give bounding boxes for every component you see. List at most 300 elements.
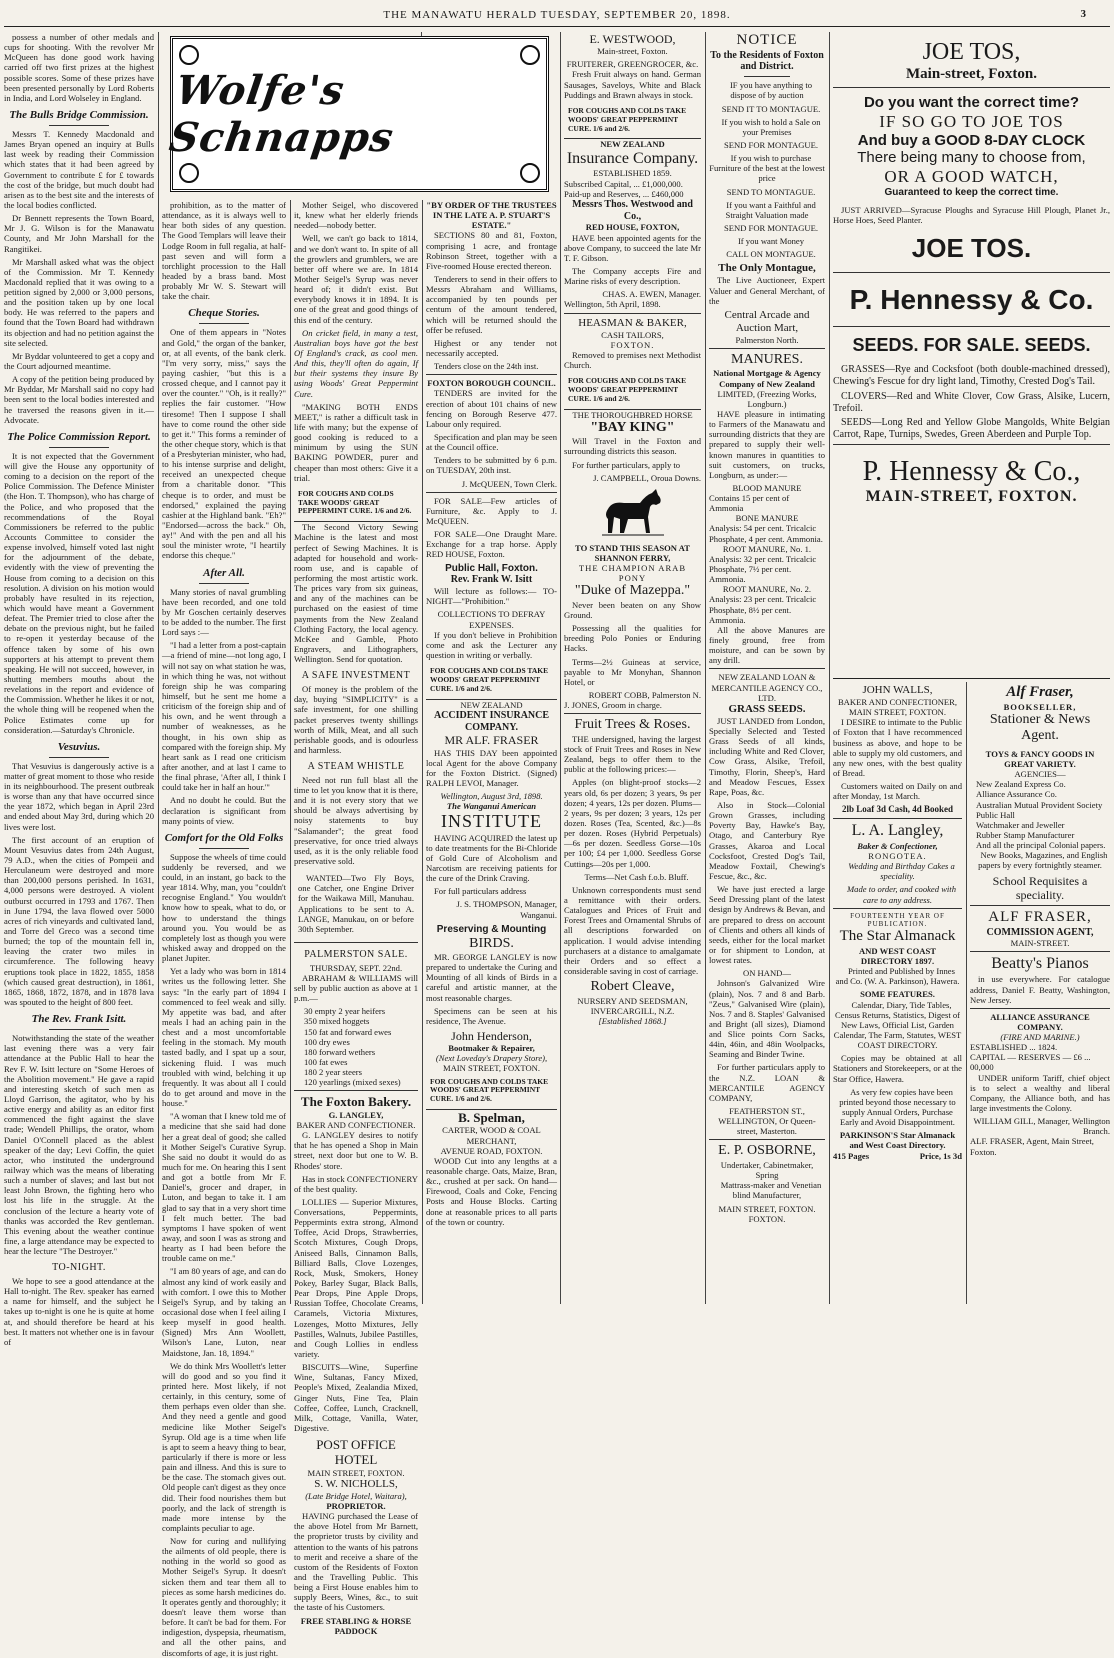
advert-signature: ALF. FRASER, Agent, Main Street, Foxton.: [970, 1136, 1094, 1157]
article-text: Well, we can't go back to 1814, and we don't want to. In spite of all the growlers and grumblers, we are better off where we are. In 1814 Mother Seigel's Syrup was never heard of; it didn't exist. But everybody knows it in 1894. It is one of the great and good things of this end of the century.: [294, 233, 418, 325]
agency-item: Alliance Assurance Co.: [976, 789, 1057, 800]
advert-price: 2lb Loaf 3d Cash, 4d Booked: [841, 804, 954, 815]
advert-heading: E. P. OSBORNE,: [718, 1143, 816, 1159]
montague-line: SEND TO MONTAGUE.: [726, 186, 816, 197]
advert-heading: NEW ZEALAND LOAN & MERCANTILE AGENCY CO., LTD.: [711, 672, 823, 703]
agency-list: [970, 779, 1110, 850]
advert-text: Unknown correspondents must send a remittance with their orders. Catalogues and Prices of Fruit and Forest Trees and Ornamental Shrubs of all descriptions forwarded on application. I would advise intending purchasers at a distance to amalgamate their Orders and so effect a considerable saving in cost of carriage.: [564, 884, 701, 976]
stock-item: 100 dry ewes: [304, 1036, 350, 1047]
advert-text: Fresh Fruit always on hand. German Sausages, Saveloys, White and Black Puddings and Brawn always in stock.: [564, 69, 701, 100]
article-heading: Cheque Stories.: [188, 307, 260, 320]
divider: [426, 374, 557, 375]
column-rule: [158, 32, 159, 1304]
advert-signature: PARKINSON'S Star Almanack and West Coast Directory.: [839, 1130, 956, 1151]
column-stories: [162, 200, 286, 1658]
advert-text: Apples (on blight-proof stocks—2 years old, 6s per dozen; 3 years, 9s per dozen; 4 years, 12s per dozen. Plums—2 years, 9s per dozen; 3 years, 12s per dozen. Roses (Tea, Scented, &c.)—8s per dozen. Roses (Hybrid Perpetuals)—6s per dozen. Seedless Gorse—10s per 100; £4 per 1,000. Seedless Gorse Cuttings—20s per 1,000.: [564, 777, 701, 869]
advert-pre: THE THOROUGHBRED HORSE: [572, 409, 693, 420]
article-text: "I had a letter from a post-captain—a friend of mine—not long ago, I will not say on what station he was, in which thing he was, not without foreign ship he was comparing himself, but he sent me home a criticism of the foreign ship and of his own, and he went through a number of weaknesses, as he thought, in his own ship as compared with the foreign ship. My heart sank as I read one criticism after another, and at last I came to the final phrase, 'After all, I think I could take her in half an hour.'": [162, 640, 286, 793]
article-text: A copy of the petition being produced by Mr Byddar, Mr Marshall said no copy had been sent to the local bodies interested and he traversed the reasons given in it.—Advocate.: [4, 374, 154, 425]
stock-item: 30 empty 2 year heifers: [304, 1006, 386, 1017]
article-text: Mr Byddar volunteered to get a copy and the Court adjourned meantime.: [4, 350, 154, 372]
divider: [833, 87, 1110, 88]
advert-text: Terms—Net Cash f.o.b. Bluff.: [584, 871, 689, 882]
manure-line: Contains 15 per cent of Ammonia: [709, 493, 790, 514]
advert-text: SECTIONS 80 and 81, Foxton, comprising 1 acre, and frontage Robinson Street, together with a Five-roomed House erected thereon.: [426, 230, 557, 271]
manure-line: BLOOD MANURE: [732, 482, 802, 493]
agency-item: Rubber Stamp Manufacturer: [976, 829, 1075, 840]
schnapps-advert: [162, 32, 557, 198]
article-text: That Vesuvius is dangerously active is a matter of great moment to those who reside in its neighbourhood. The present outbreak is worse than any that have occurred since the year 1872, which began in April 23rd and ended about May 3rd, during which 20 lives were lost.: [4, 760, 154, 832]
advert-text: Tenderers to send in their offers to Messrs Abraham and Williams, accompanied by ten pounds per centum of the amount tendered, which will be returned should the offer be refused.: [426, 273, 557, 335]
advert-text: Johnson's Galvanized Wire (plain), Nos. 7 and 8 and Barb. "Zeus," Galvanised Wire (plain), Nos. 7 and 8. Staples' Galvanised and Bright (all sizes), Diamond and Slice points Corn Sacks, 44in, 46in, and 48in Woolpacks, Seaming and Binder Twine.: [709, 978, 825, 1060]
advert-heading: TO STAND THIS SEASON AT SHANNON FERRY,: [575, 542, 690, 563]
advert-text: Removed to premises next Methodist Church.: [564, 349, 701, 370]
advert-text: GRASSES—Rye and Cocksfoot (both double-machined dressed), Chewing's Fescue for dry light land, Timothy, Crested Dog's Tail.: [833, 364, 1110, 387]
advert-line: IF SO GO TO JOE TOS: [879, 111, 1064, 131]
advert-heading: The Only Montague,: [718, 262, 816, 275]
divider: [970, 905, 1110, 906]
advert-heading: The Wanganui American: [446, 801, 537, 812]
divider: [833, 272, 1110, 273]
hotel-stabling: FREE STABLING & HORSE PADDOCK: [300, 1615, 412, 1636]
divider: [294, 1090, 418, 1091]
divider: [564, 313, 701, 314]
advert-line: ESTABLISHED ... 1824.: [970, 1042, 1058, 1053]
montague-list: [709, 80, 825, 259]
advert-text: CLOVERS—Red and White Clover, Cow Grass, Alsike, Lucern, Trefoil.: [833, 390, 1110, 414]
advert-text: HAVING ACQUIRED the latest up to date treatments for the Bi-Chloride of Gold Cure of Alcoholism and Narcotism are receiving patients for the cure of the Drink Craving.: [426, 832, 557, 884]
advert-text: Tenders to be submitted by 6 p.m. on TUESDAY, 20th inst.: [426, 455, 557, 476]
advert-signature: ROBERT COBB, Palmerston N.: [588, 690, 701, 701]
article-heading: After All.: [203, 566, 245, 579]
advert-text: UNDER uniform Tariff, chief object is to select a wealthy and liberal Company, the Alliance both, and has large investments the Colony.: [970, 1072, 1110, 1114]
article-text: "MAKING BOTH ENDS MEET," is rather a difficult task in life with many; but the expense of good cooking is reduced to a minimum by using the SUN BAKING POWDER, purer and cheaper than most others: Give it a trial.: [294, 401, 418, 483]
advert-text: Made to order, and cooked with care to any address.: [847, 884, 956, 905]
advert-heading: "BAY KING": [590, 419, 675, 435]
wanted-advert: [294, 869, 418, 943]
manure-line: Analysis: 54 per cent. Tricalcic Phosphate, 4 per cent. Ammonia.: [709, 523, 823, 544]
advert-heading: Insurance Company.: [566, 149, 699, 167]
advert-street: MAIN STREET, FOXTON.: [442, 1063, 541, 1074]
montague-line: IF you have anything to dispose of by auction: [729, 80, 813, 101]
advert-text: Will Travel in the Foxton and surrounding districts this season.: [564, 436, 701, 457]
divider: [564, 713, 701, 714]
stock-item: 150 fat and forward ewes: [304, 1026, 392, 1037]
woods-advert: FOR COUGHS AND COLDS TAKE WOODS' GREAT PEPPERMINT CURE. 1/6 and 2/6.: [564, 103, 701, 140]
article-text: We hope to see a good attendance at the Hall to-night. The Rev. speaker has earned a name for himself, and the subject he takes up to-night is one he is quite at home at, and should therefore be heard at his best. It matters not whether one is in favour of: [4, 1276, 154, 1347]
advert-street: AVENUE ROAD, FOXTON.: [440, 1145, 543, 1156]
advert-heading: E. WESTWOOD,: [589, 32, 676, 46]
advert-text: ABRAHAM & WILLIAMS will sell by public auction as above at 1 p.m.—: [294, 972, 418, 1004]
advert-subheading: THE CHAMPION ARAB PONY: [578, 563, 687, 584]
advert-heading: SEEDS. FOR SALE. SEEDS.: [852, 334, 1091, 355]
montague-line: SEND FOR MONTAGUE.: [723, 222, 819, 233]
divider: [744, 76, 790, 77]
article-text: One of them appears in "Notes and Gold," the organ of the banker, or, at all events, of the bank clerk. "I'm very sorry, miss," says the paying cashier, "but this is a crossed cheque, and I cannot pay it over the counter." "Oh, is it really?" replies the fair customer. "How tiresome! Then I suppose I shall have to come round the other side to get it." This forms a reminder of the other cheque story, which is that of a Presbyterian minister, who had, to his intense surprise and delight, received an unexpected cheque from a charitable donor. "This cheque is to order, and must be endorsed," explained the paying cashier at the Highland bank. "Eh?" "Endorsed—across the back." Oh, ay!" And with the pen and all his soul the minister wrote, "I heartily endorse this cheque.": [162, 327, 286, 561]
advert-text: The Live Auctioneer, Expert Valuer and General Merchant, of the: [709, 275, 825, 306]
advert-heading: ACCIDENT INSURANCE COMPANY.: [433, 709, 550, 733]
hotel-owner-note: (Late Bridge Hotel, Waitara),: [305, 1490, 407, 1501]
stock-item: 180 2 year steers: [304, 1067, 362, 1078]
advert-text: I DESIRE to intimate to the Public of Foxton that I have recommenced business as above, and hope to be able to supply my old customers, and any new ones, with the best quality of Bread.: [833, 717, 962, 778]
advert-text: Will lecture as follows:— TO-NIGHT—"Prohibition.": [426, 586, 557, 607]
advert-text: For further particulars apply to the N.Z. LOAN & MERCANTILE AGENCY COMPANY,: [709, 1062, 825, 1103]
advert-heading: ALF FRASER,: [988, 908, 1092, 925]
schnapps-brand: Wolfe's Schnapps: [166, 66, 397, 161]
advert-date: Wellington, 5th April, 1898.: [564, 299, 661, 310]
manure-line: ROOT MANURE, No. 2.: [722, 584, 812, 595]
column-rule: [290, 200, 291, 1304]
agency-item: Watchmaker and Jeweller: [976, 819, 1065, 830]
article-text: Now for curing and nullifying the ailments of old people, there is nothing in the world so good as Mother Seigel's Syrup. It doesn't sicken them and tear them all to pieces as some harsh medicines do. It operates gently and thoroughly; it doesn't leave them worse than before. It can't be bad for them. For indigestion, dyspepsia, rheumatism, and all the other pains, and discomforts of age, it is just right.: [162, 1536, 286, 1658]
advert-subheading: ESTABLISHED 1859.: [593, 168, 672, 179]
divider: [833, 326, 1110, 327]
divider: [970, 951, 1110, 952]
advert-heading: BIRDS.: [469, 935, 514, 951]
advert-heading: FOXTON BOROUGH COUNCIL.: [427, 378, 556, 389]
advert-street: Main-street, Foxton.: [597, 46, 668, 57]
column-adverts-d: [709, 32, 825, 1304]
stock-list: [294, 1006, 418, 1087]
advert-text: Highest or any tender not necessarily accepted.: [426, 337, 557, 358]
advert-note: [Established 1868.]: [598, 1015, 667, 1026]
article-text: Many stories of naval grumbling have been recorded, and one told by Mr Goschen certainly deserves to be added to the number. The first Lord says :—: [162, 586, 286, 638]
advert-text: WANTED—Two Fly Boys, one Catcher, one Engine Driver for the Waikawa Mill, Manuhau. Applications to be sent to A. LANGE, Manukau, on or before 30th September.: [298, 873, 414, 934]
divider: [49, 1029, 109, 1030]
advert-pre: FOURTEENTH YEAR OF PUBLICATION.: [850, 911, 945, 928]
advert-heading: Robert Cleave,: [590, 979, 675, 995]
article-text: Yet a lady who was born in 1814 writes us the following letter. She says: "In the early part of 1894 I commenced to feel weak and silly. My appetite was bad, and after meals I had an aching pain in the chest and a most uncomfortable feeling in the stomach. My mouth tasted badly, and I spat up a sour, sickening fluid. I was much troubled with wind, belching it up frequently. It was about all I could do to get around and move in the house.": [162, 966, 286, 1109]
divider: [709, 348, 825, 349]
advert-subheading: National Mortgage & Agency Company of New Zealand: [713, 368, 821, 389]
advert-heading: P. Hennessy & Co.,: [862, 455, 1081, 487]
advert-signature: J. S. THOMPSON, Manager, Wanganui.: [456, 899, 557, 920]
section-rule: [833, 678, 1110, 679]
column-walls-almanack: [833, 684, 962, 1304]
advert-text: TENDERS are invited for the erection of about 101 chains of new fencing on Borough Reserve 477. Labour only required.: [426, 388, 557, 429]
advert-heading: NOTICE: [736, 32, 798, 48]
advert-subheading: To the Residents of Foxton and District.: [710, 49, 824, 73]
advert-text: Possessing all the qualities for breeding Polo Ponies or Enduring Hacks.: [564, 623, 701, 654]
advert-subheading: CASH TAILORS,: [601, 329, 664, 340]
advert-text: BISCUITS—Wine, Superfine Wine, Sultanas, Fancy Mixed, People's Mixed, Zealandia Mixed, Ginger Nuts, Fine Tea, Plain Coffee, Coffee, Lunch, Cracknell, Milk, Cottage, Vanilla, Water, Digestive.: [294, 1362, 418, 1434]
advert-note: (Next Loveday's Drapery Store),: [435, 1053, 548, 1064]
column-rule: [560, 32, 561, 1304]
advert-heading: GRASS SEEDS.: [728, 702, 806, 715]
article-text: It is not expected that the Government will give the House any opportunity of coming to a decision on the report of the Police Commission. The Defence Minister (the Hon. T. Thompson), who has charge of the Police, and who proposed that the recommendations of the Royal Commissioners be referred to the public Accounts Committee to consider the expense involved, himself voted last night for the adjournment of the debate, evidently with the view of preventing the House from coming to a decision on this resolution. A division on his motion would probably have resulted in its rejection, which would have meant a Government defeat. The Premier tried to close after the debate on the previous night, but he failed to re-open it yesterday because of the offence taken by some of his own supporters at his attempt to prevent them speaking. He will not succeed, however, in shutting members mouths about the revelations in the report and evidence of the Commission. Whether he likes it or not, the whole thing will be reopened when the Police Estimates come up for consideration.—Saturday's Chronicle.: [4, 450, 154, 735]
advert-line: And buy a GOOD 8-DAY CLOCK: [857, 131, 1086, 149]
column-adverts-c: [564, 32, 701, 1304]
advert-text: Has in stock CONFECTIONERY of the best quality.: [294, 1173, 418, 1194]
advert-date: Wellington, August 3rd, 1898.: [440, 791, 543, 802]
bakery-heading: The Foxton Bakery.: [300, 1094, 412, 1110]
verse-text: On cricket field, in many a test, Australian boys have got the best Of England's crack, as cool men. And this, they'll often do again, If but their systems they insure By using Woods' Great Peppermint Cure.: [294, 327, 418, 399]
woods-advert: FOR COUGHS AND COLDS TAKE WOODS' GREAT PEPPERMINT CURE. 1/6 and 2/6.: [294, 486, 418, 523]
stock-item: 180 forward wethers: [304, 1046, 376, 1057]
schnapps-logo: [166, 36, 549, 192]
divider: [709, 668, 825, 669]
article-text: We do think Mrs Woollett's letter will do good and so you find it printed here. Most likely, if not certainly, in this century, some of them perhaps even older than she. And they need a gentle and good medicine like Mother Seigel's Syrup. Old age is a time when life is apt to seem a heavy thing to bear, particularly if there is more or less pain and illness. And this is sure to be the case. The stomach gives out. Old people can't digest as they once did. Their food nourishes them but poorly, and the lack of strength is made more intense by the complaints peculiar to age.: [162, 1360, 286, 1533]
advert-signature: WILLIAM GILL, Manager, Wellington Branch.: [973, 1116, 1110, 1137]
article-heading: Vesuvius.: [57, 740, 101, 753]
advert-line: Do you want the correct time?: [863, 94, 1080, 111]
advert-town: FOXTON.: [610, 339, 655, 350]
hotel-heading: POST OFFICE HOTEL: [316, 1437, 396, 1468]
stock-item: 120 yearlings (mixed sexes): [304, 1077, 401, 1088]
advert-text: New Books, Magazines, and English papers by every fortnightly steamer.: [978, 850, 1108, 871]
advert-heading: John Henderson,: [451, 1029, 532, 1043]
montague-line: SEND IT TO MONTAGUE.: [721, 103, 821, 114]
column-fraser-alliance: [970, 684, 1110, 1304]
advert-line: Guaranteed to keep the correct time.: [884, 187, 1059, 199]
divider: [970, 1008, 1110, 1009]
advert-heading: JOE TOS,: [922, 39, 1021, 65]
advert-heading: MANURES.: [731, 351, 803, 367]
article-text: "A woman that I knew told me of a medicine that she said had done her a great deal of good; she called it Mother Seigel's Curative Syrup. She said no doubt it would do as much for me. On hearing this I sent and got a bottle from Mr F. Daniel's, grocer and draper, in Luton, and began to take it. I am glad to say that in a very short time I felt much better. The bad symptoms I have spoken of went away, and soon I was as strong and hearty as I had been before the trouble came on me.": [162, 1111, 286, 1264]
advert-text: Terms—2½ Guineas at service, payable to Mr Monyhan, Shannon Hotel, or: [564, 656, 701, 687]
article-text: Of money is the problem of the day, buying "SIMPLICITY" is a safe investment, for one shilling packet preserves twenty shillings worth of Milk, Meat, and all such perishable goods, and is odourless and harmless.: [294, 684, 418, 755]
advert-text: JUST ARRIVED—Syracuse Ploughs and Syracuse Hill Plough, Planet Jr., Horse Hoes, Seed Planter.: [833, 204, 1110, 226]
hotel-street: MAIN STREET, FOXTON.: [307, 1467, 405, 1478]
article-text: Messrs T. Kennedy Macdonald and James Bryan opened an inquiry at Bulls last week by reading their Commission which states that it had been agreed by Government to contribute £ for £ towards the cost of the bridge, but much doubt had arisen as to the best site and the interests of the local bodies conflicted.: [4, 128, 154, 210]
advert-subheading: FRUITERER, GREENGROCER, &c.: [566, 59, 699, 70]
advert-heading: The Star Almanack: [839, 928, 956, 945]
advert-pre: NEW ZEALAND: [600, 139, 665, 150]
advert-subheading: AGENCIES—: [1014, 769, 1066, 780]
agency-item: Public Hall: [976, 809, 1015, 820]
advert-subheading: SOME FEATURES.: [860, 989, 935, 1000]
advert-line: Subscribed Capital, ... £1,000,000.: [564, 178, 683, 189]
advert-text: Copies may be obtained at all Stationers and Storekeepers, or at the Star Office, Hawera.: [833, 1053, 962, 1084]
advert-text: WOOD Cut into any lengths at a reasonable charge. Oats, Maize, Bran, &c., crushed at per sack. On hand—Firewood, Coals and Coke, Fencing Posts and House Blocks. Carting done at reasonable prices to all parts of the town or country.: [426, 1155, 557, 1227]
divider: [49, 447, 109, 448]
advert-text: If you don't believe in Prohibition come and ask the Lecturer any question in writing or verbally.: [426, 629, 557, 660]
divider: [833, 444, 1110, 445]
bakery-trade: BAKER AND CONFECTIONER.: [296, 1119, 416, 1130]
advert-text: HAS THIS DAY been appointed local Agent for the above Company for the Foxton District. (Signed) RALPH LEVOI, Manager.: [426, 747, 557, 788]
divider: [709, 1139, 825, 1140]
advert-text: The Company accepts Fire and Marine risks of every description.: [564, 265, 701, 287]
advert-text: Specification and plan may be seen at the Council office.: [426, 431, 557, 453]
article-text: The first account of an eruption of Mount Vesuvius dates from 24th August, 79 A.D., when the cities of Pompeii and Herculaneum were destroyed and more than 200,000 persons perished. In 1631, 4,000 persons were destroyed. A violent outburst occurred in 1793 and 1767. Then in June 1794, the lava flowed over 5000 acres of rich vineyards and cultivated land, and Torre del Greco was a second time burned; the top of the mountain fell in, leaving the crater two miles in circumference. The following heavy eruptions took place in 1822, 1855, 1858 (which caused great destruction), in 1861, 1865, 1868, 1872, 1878, and in 1878 lava was spouted to the height of 800 feet.: [4, 834, 154, 1007]
advert-heading: HEASMAN & BAKER,: [578, 316, 687, 329]
advert-text: For further particulars, apply to: [572, 459, 681, 470]
advert-heading: MR ALF. FRASER: [444, 733, 539, 748]
article-text: And no doubt he could. But the declaration is significant from many points of view.: [162, 795, 286, 826]
article-text: possess a number of other medals and cups for shooting. With the revolver Mr McQueen has done good work having carried off two first prizes at the highest possible scores. Some of these prizes have been presented personally by Lord Roberts in India, and Lord Wolseley in England.: [4, 32, 154, 103]
advert-line: Paid-up and Reserves, ... £460,000: [564, 188, 684, 199]
advert-street: MAIN-STREET, FOXTON.: [865, 487, 1078, 505]
advert-heading: "Duke of Mazeppa.": [574, 583, 691, 599]
woods-advert: FOR COUGHS AND COLDS TAKE WOODS' GREAT PEPPERMINT CURE. 1/6 and 2/6.: [426, 1074, 557, 1111]
advert-heading: Stationer & News Agent.: [989, 711, 1091, 744]
article-heading: Comfort for the Old Folks: [164, 831, 284, 844]
advert-text: Never been beaten on any Show Ground.: [564, 599, 701, 621]
advert-town: RONGOTEA.: [868, 851, 927, 861]
masthead-title: THE MANAWATU HERALD TUESDAY, SEPTEMBER 20, 1898.: [383, 9, 731, 21]
manure-line: BONE MANURE: [735, 513, 799, 524]
advert-text: Printed and Published by Innes and Co. (W. A. Parkinson), Hawera.: [835, 966, 960, 987]
advert-text: G. LANGLEY desires to notify that he has opened a Shop in Main street, next door but one to W. B. Rhodes' store.: [294, 1130, 418, 1171]
advert-heading: "BY ORDER OF THE TRUSTEES IN THE LATE A. P. STUART'S ESTATE.": [426, 200, 557, 231]
advert-text: Calendar, Diary, Tide Tables, Census Returns, Statistics, Digest of New Laws, Official List, Garden Calendar, The Farm, Statutes, WEST COAST DIRECTORY.: [833, 999, 962, 1051]
column-rule: [705, 32, 706, 1304]
advert-text: Specimens can be seen at his residence, The Avenue.: [426, 1005, 557, 1026]
advert-heading: L. A. Langley,: [851, 821, 944, 839]
hotel-title: PROPRIETOR.: [326, 1501, 386, 1512]
agency-item: And all the principal Colonial papers.: [976, 840, 1106, 851]
advert-subheading: Bootmaker & Repairer,: [448, 1043, 535, 1054]
advert-text: Also in Stock—Colonial Grown Grasses, including Poverty Bay, Hawke's Bay, Otago, and Canterbury Rye Grasses, Akaroa and Local Cocksfoot, Crested Dog's Tail, Meadow Foxtail, Chewing's Fescue, &c., &c.: [709, 799, 825, 881]
advert-line: There being many to choose from,: [857, 149, 1086, 167]
advert-note: LIMITED, (Freezing Works, Longburn.): [717, 388, 817, 409]
advert-heading: P. Hennessy & Co.: [849, 283, 1094, 315]
advert-price: Price, 1s 3d: [919, 1150, 962, 1161]
divider: [833, 818, 962, 819]
advert-text: FOR SALE—One Draught Mare. Exchange for a trap horse. Apply RED HOUSE, Foxton.: [426, 529, 557, 560]
article-text: "I am 80 years of age, and can do almost any kind of work easily and with comfort. I owe this to Mother Seigel's Syrup, and by taking an occasional dose when I feel ailing I keep myself in good health. (Signed) Mrs Ann Woollett, Wilson's Lane, Luton, near Maidstone, Jan. 18, 1894.": [162, 1266, 286, 1358]
montague-line: If you wish to purchase Furniture of the best at the lowest price: [709, 153, 825, 184]
divider: [49, 757, 109, 758]
advert-text: Wedding and Birthday Cakes a speciality.: [848, 861, 955, 882]
advert-line: CAPITAL — RESERVES — £6 ... 00,000: [970, 1052, 1091, 1073]
advert-town: INVERCARGILL, N.Z.: [590, 1005, 675, 1016]
advert-heading: Alf Fraser,: [1006, 684, 1074, 700]
hotel-owner: S. W. NICHOLLS,: [314, 1477, 398, 1490]
advert-subheading: COMMISSION AGENT,: [986, 926, 1094, 938]
article-heading: The Police Commission Report.: [7, 430, 151, 443]
advert-text: JUST LANDED from London, Specially Selected and Tested Grass Seeds of all kinds, including White and Red Clover, Cow Grass, Alsike, Trefoil, Timothy, Florin, Sheep's, Hard and Meadow Fescues, Essex Rape, Poas, &c.: [709, 715, 825, 797]
article-text: Suppose the wheels of time could suddenly be reversed, and we could, in an instant, go back to the year 1814. Why, man, you "couldn't recognise England." You wouldn't know how to speak, what to do, or how to understand the things around you. You would be as completely lost as though you were whisked away and dropped on the planet Jupiter.: [162, 851, 286, 964]
advert-heading: ALLIANCE ASSURANCE COMPANY.: [990, 1011, 1090, 1032]
advert-street: MAIN STREET, FOXTON.: [718, 1203, 816, 1214]
advert-text: HAVING purchased the Lease of the above Hotel from Mr Barnett, the proprietor trusts by civility and attention to the wants of his patrons to merit and receive a share of the custom of the Residents of Foxton and the Travelling Public. This being a First House enables him to supply Beers, Wines, &c., to suit the taste of his Customers.: [294, 1511, 418, 1613]
advert-heading: Fruit Trees & Roses.: [574, 717, 691, 733]
advert-heading: A STEAM WHISTLE: [307, 761, 405, 773]
agency-item: New Zealand Express Co.: [976, 779, 1066, 790]
advert-subheading: RED HOUSE, FOXTON,: [585, 222, 680, 233]
advert-text: As very few copies have been printed beyond those necessary to supply Annual Orders, Purchase Early and Avoid Disappointment.: [839, 1086, 956, 1128]
advert-heading: INSTITUTE: [441, 811, 542, 832]
column-news: [4, 32, 154, 1347]
woods-advert: FOR COUGHS AND COLDS TAKE WOODS' GREAT PEPPERMINT CURE. 1/6 and 2/6.: [426, 663, 557, 700]
advert-text: HAVE been appointed agents for the above Company, to succeed the late Mr T. F. Gibson.: [564, 232, 701, 263]
article-heading: The Bulls Bridge Commission.: [9, 108, 149, 121]
advert-heading: B. Spelman,: [458, 1110, 525, 1126]
article-text: Mr Marshall asked what was the object of the Commission. Mr T. Kennedy Macdonald replied that it was owing to a petition signed by 2,000 or 3,000 persons, and the position taken up by one local body. He was referred to the papers and found that the Town Board had withdrawn its objection and had no petition against the site selected.: [4, 256, 154, 348]
advert-text: Tenders close on the 24th inst.: [434, 361, 539, 372]
advert-heading: Messrs Thos. Westwood and Co.,: [572, 198, 693, 222]
advert-subheading: ON HAND—: [743, 968, 791, 979]
advert-signature: J. CAMPBELL, Oroua Downs.: [593, 472, 701, 483]
montague-line: SEND FOR MONTAGUE.: [723, 139, 819, 150]
advert-heading: Public Hall, Foxton.: [445, 562, 538, 574]
article-text: Notwithstanding the state of the weather last evening there was a very fair attendance at the Public Hall to hear the Rev F. W. Isitt lecture on "Some Heroes of the Abolition movement." He gave a rapid and interesting sketch of such men as Lloyd Garrison, the agitator, who by his active energy and ability as an editor first commenced the fight against the slave trade; Wendell Phillips, the orator, whom Daniel O'Connell placed as the ablest speaker of the day; Levi Coffin, the quiet actor, who instituted the underground railway which was the means of liberating such a number of slaves; and last but not least John Brown, the fighting hero who lost his life in the struggle. At the conclusion of the lecture a hearty vote of thanks was accorded the Rev gentleman. This evening about the weather continue fine, a large attendance may be expected to hear the lecture "The Destroyer.": [4, 1033, 154, 1257]
advert-text: Mattrass-maker and Venetian blind Manufacturer,: [720, 1180, 822, 1201]
manure-line: Analysis: 32 per cent. Tricalcic Phosphate, 7½ per cent. Ammonia.: [709, 553, 817, 585]
montague-line: If you want Money: [737, 236, 805, 247]
advert-town: Palmerston North.: [735, 334, 799, 345]
advert-street: Main-street, Foxton.: [906, 66, 1037, 83]
column-joetos-hennessy: [833, 32, 1110, 682]
advert-price-row: [833, 1151, 962, 1161]
advert-text: Customers waited on Daily on and after Monday, 1st March.: [833, 781, 962, 802]
column-rule: [966, 682, 967, 1304]
advert-date: THURSDAY, SEPT. 22nd.: [309, 962, 403, 973]
advert-subheading: NURSERY AND SEEDSMAN,: [577, 995, 688, 1006]
bakery-owner: G. LANGLEY,: [328, 1109, 384, 1120]
divider: [49, 125, 109, 126]
manure-line: Analysis: 23 per cent. Tricalcic Phosphate, 8½ per cent. Ammonia.: [709, 594, 817, 625]
article-text: The Second Victory Sewing Machine is the latest and most perfect of Sewing Machines. It is adapted for household and work-room use, and is capable of performing the most artistic work. The prices vary from six guineas, and any of the machines can be purchased on the easiest of time payments from the New Zealand Clothing Factory, the local agency. McKee and Gamble, Photo Engravers, and Lithographers, Wellington. Send for quotation.: [294, 522, 418, 665]
advert-text: LOLLIES — Superior Mixtures, Conversations, Peppermints, Peppermints extra strong, Almond Toffee, Acid Drops, Strawberries, Scotch Mixtures, Cough Drops, Aniseed Balls, Cinnamon Balls, Billiard Balls, Clove Lozenges, Rock, Musk, Smokers, Honey Pokey, Barley Sugar, Black Balls, Pear Drops, Pine Apple Drops, Russian Toffee, Chocolate Creams, Caramels, Victoria Mixtures, Lozenges, Motto Mixtures, Jelly Pastilles, Walnuts, Jubilee Pastilles, and Cough Lollies in endless variety.: [294, 1196, 418, 1360]
advert-street: MAIN-STREET.: [1010, 938, 1070, 949]
masthead: [0, 0, 1114, 30]
advert-text: All the above Manures are finely ground, free from moisture, and can be sown by any drill.: [709, 624, 825, 666]
stock-item: 350 mixed hoggets: [304, 1016, 370, 1027]
advert-subheading: AND WEST COAST DIRECTORY 1897.: [858, 945, 937, 967]
woods-advert: FOR COUGHS AND COLDS TAKE WOODS' GREAT PEPPERMINT CURE. 1/6 and 2/6.: [564, 373, 701, 410]
article-heading: TO-NIGHT.: [52, 1262, 106, 1274]
advert-pre: NEW ZEALAND: [460, 699, 523, 710]
advert-subheading: (FIRE AND MARINE.): [1000, 1032, 1080, 1043]
article-heading: The Rev. Frank Isitt.: [31, 1013, 127, 1026]
advert-text: SEEDS—Long Red and Yellow Globe Mangolds, White Belgian Carrot, Rape, Turnips, Swedes, Green Aberdeen and Purple Top.: [833, 417, 1110, 441]
advert-heading: JOE TOS.: [911, 233, 1032, 264]
advert-heading: PALMERSTON SALE.: [304, 948, 408, 960]
advert-heading: Beatty's Pianos: [991, 955, 1089, 973]
advert-address: FEATHERSTON ST., WELLINGTON, Or Queen-street, Masterton.: [718, 1106, 816, 1137]
montague-line: If you want a Faithful and Straight Valuation made: [725, 199, 816, 220]
advert-heading: Preserving & Mounting: [436, 923, 547, 935]
advert-text: FOR SALE—Few articles of Furniture, &c. Apply to J. McQUEEN.: [426, 495, 557, 526]
advert-street: MAIN STREET, FOXTON.: [848, 707, 947, 718]
advert-signature: J. JONES, Groom in charge.: [564, 700, 662, 711]
horse-icon: [598, 487, 668, 539]
advert-subheading: TOYS & FANCY GOODS IN GREAT VARIETY.: [985, 748, 1095, 769]
article-text: Dr Bennett represents the Town Board, Mr J. G. Wilson is for the Manawatu County, and Mr John Marshall for the Rangitikei.: [4, 213, 154, 254]
advert-line: OR A GOOD WATCH,: [884, 167, 1059, 187]
article-text: prohibition, as to the matter of attendance, as it is always well to hear both sides of any question. The Good Templars will leave their Lodge Room in full regalia, at half-past seven and will form a torchlight procession to the Hall headed by a brass band. Most probably Mr W. S. Stewart will take the chair.: [162, 200, 286, 302]
divider: [199, 323, 249, 324]
advert-heading: A SAFE INVESTMENT: [301, 670, 411, 682]
advert-town: FOXTON.: [748, 1213, 786, 1224]
stock-item: 100 fat ewes: [304, 1057, 348, 1068]
column-adverts-b: [426, 200, 557, 1304]
column-rule: [829, 32, 830, 1304]
montague-line: CALL ON MONTAGUE.: [726, 249, 816, 260]
agency-item: Australian Mutual Provident Society: [976, 799, 1103, 810]
divider: [833, 908, 962, 909]
advert-text: THE undersigned, having the largest stock of Fruit Trees and Roses in New Zealand, begs to offer them to the public at the following prices:—: [564, 733, 701, 775]
divider: [199, 583, 249, 584]
manure-line: ROOT MANURE, No. 1.: [722, 543, 812, 554]
column-rule: [422, 200, 423, 1304]
page-number: 3: [1080, 8, 1086, 20]
advert-subheading: CARTER, WOOD & COAL MERCHANT,: [442, 1125, 541, 1146]
advert-pages: 415 Pages: [833, 1150, 870, 1161]
advert-text: For full particulars address: [434, 886, 527, 897]
advert-heading: JOHN WALLS,: [862, 684, 933, 696]
advert-subheading: BOOKSELLER,: [1003, 701, 1077, 712]
divider: [199, 848, 249, 849]
advert-text: MR. GEORGE LANGLEY is now prepared to undertake the Curing and Mounting of all kinds of Birds in a careful and artistic manner, at the most reasonable charges.: [426, 952, 557, 1003]
masthead-rule: [4, 26, 1110, 27]
advert-signature: J. McQUEEN, Town Clerk.: [461, 478, 557, 489]
article-text: Need not run full blast all the time to let you know that it is there, and it is not every story that we should be always advertising by noisy statements to buy "Salamander"; the great food preservative, for once tried always used, as it is the only reliable food preservative sold.: [294, 774, 418, 866]
article-text: Mother Seigel, who discovered it, knew what her elderly friends needed—nobody better.: [294, 200, 418, 231]
advert-heading: School Requisites a speciality.: [992, 873, 1088, 902]
